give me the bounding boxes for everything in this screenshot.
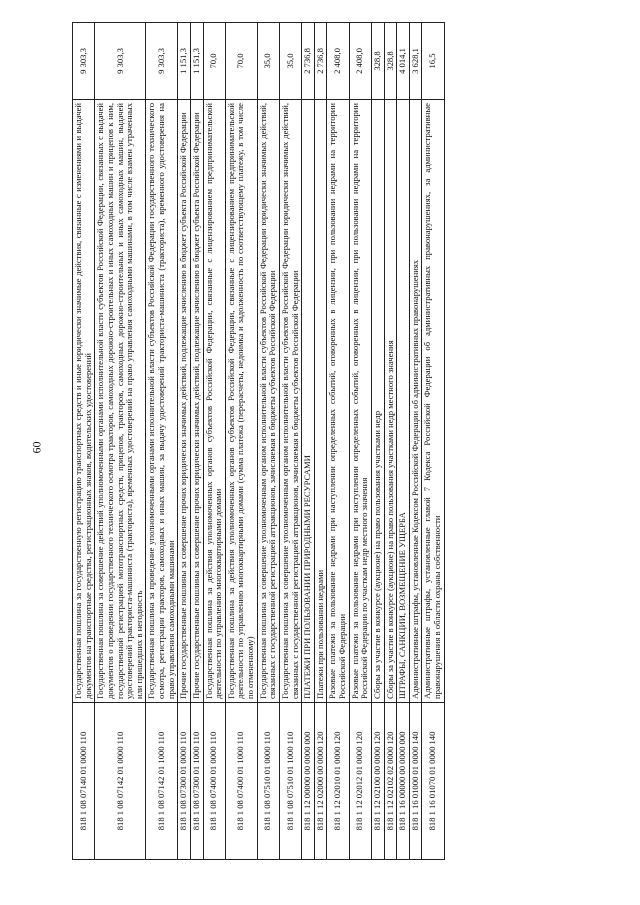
revenue-name-cell: ШТРАФЫ, САНКЦИИ, ВОЗМЕЩЕНИЕ УЩЕРБА — [397, 100, 410, 703]
amount-cell: 2 408,0 — [349, 23, 371, 100]
table-row — [203, 23, 225, 860]
revenue-name-cell: Государственная пошлина за действия уполномоченных органов субъектов Российской Федерации, связанные с лицензированием предпринимательской деятельности по управлению многоквартирными домами — [203, 100, 225, 703]
revenue-name-cell: Разовые платежи за пользование недрами при наступлении определенных событий, оговоренных в лицензии, при пользовании недрами на территории Российской Федерации — [327, 100, 349, 703]
revenue-name-cell: Прочие государственные пошлины за совершение прочих юридически значимых действий, подлежащие зачислению в бюджет субъекта Российской Федерации — [190, 100, 203, 703]
revenue-name-cell: Государственная пошлина за проведение уполномоченными органами исполнительной власти субъектов Российской Федерации государственного технического осмотра, регистрации тракторов, самоходных и иных машин, за выдачу удостоверений тракториста-машиниста (тракториста), временного удостоверения на право управления самоходными машинами — [146, 100, 178, 703]
budget-code-cell: 818 1 08 07510 01 1000 110 — [279, 703, 301, 860]
table-row — [349, 23, 371, 860]
table-row — [95, 23, 146, 860]
budget-code-cell: 818 1 12 02000 00 0000 120 — [314, 703, 327, 860]
revenue-name-cell: Прочие государственные пошлины за совершение прочих юридически значимых действий, подлежащие зачислению в бюджет субъекта Российской Федерации — [178, 100, 191, 703]
budget-code-cell: 818 1 16 00000 00 0000 000 — [397, 703, 410, 860]
table-row — [257, 23, 279, 860]
budget-code-cell: 818 1 08 07400 01 0000 110 — [203, 703, 225, 860]
amount-cell: 2 408,0 — [327, 23, 349, 100]
revenue-name-cell: Платежи при пользовании недрами — [314, 100, 327, 703]
budget-code-cell: 818 1 08 07510 01 0000 110 — [257, 703, 279, 860]
table-row — [190, 23, 203, 860]
budget-code-cell: 818 1 12 02102 02 0000 120 — [384, 703, 397, 860]
budget-code-cell: 818 1 12 02012 01 0000 120 — [349, 703, 371, 860]
amount-cell: 70,0 — [225, 23, 257, 100]
amount-cell: 9 303,3 — [95, 23, 146, 100]
table-row — [178, 23, 191, 860]
table-row — [371, 23, 384, 860]
revenue-name-cell: Государственная пошлина за действия уполномоченных органов субъектов Российской Федерации, связанные с лицензированием предпринимательской деятельности по управлению многоквартирными домами (сумма платежа (перерасчеты, недоимка и задолженность по соответствующему платежу, в том числе по отмененному) — [225, 100, 257, 703]
amount-cell: 70,0 — [203, 23, 225, 100]
revenue-name-cell: Административные штрафы, установленные главой 7 Кодекса Российской Федерации об административных правонарушениях, за административные правонарушения в области охраны собственности — [422, 100, 444, 703]
rotated-table-region — [72, 22, 605, 860]
budget-code-cell: 818 1 08 07300 01 0000 110 — [178, 703, 191, 860]
budget-code-cell: 818 1 12 00000 00 0000 000 — [302, 703, 315, 860]
revenue-name-cell: Сборы за участие в конкурсе (аукционе) на право пользования участками недр местного значения — [384, 100, 397, 703]
budget-code-cell: 818 1 08 07142 01 1000 110 — [146, 703, 178, 860]
budget-code-cell: 818 1 08 07400 01 1000 110 — [225, 703, 257, 860]
amount-cell: 9 303,3 — [73, 23, 95, 100]
amount-cell: 16,5 — [422, 23, 444, 100]
amount-cell: 1 151,3 — [178, 23, 191, 100]
amount-cell: 4 014,1 — [397, 23, 410, 100]
table-row — [146, 23, 178, 860]
table-row — [279, 23, 301, 860]
table-body — [73, 23, 445, 860]
rotated-content — [72, 22, 605, 860]
amount-cell: 3 628,1 — [409, 23, 422, 100]
budget-code-cell: 818 1 12 02100 00 0000 120 — [371, 703, 384, 860]
table-row — [397, 23, 410, 860]
amount-cell: 35,0 — [257, 23, 279, 100]
budget-code-cell: 818 1 08 07142 01 0000 110 — [95, 703, 146, 860]
amount-cell: 35,0 — [279, 23, 301, 100]
revenue-name-cell: Государственная пошлина за совершение действий уполномоченными органами исполнительной власти субъектов Российской Федерации, связанных с выдачей документов о проведении государственного технического осмотра тракторов, самоходных дорожно-строительных и иных самоходных машин и прицепов к ним, государственной регистрацией мототранспортных средств, прицепов, тракторов, самоходных дорожно-строительных и иных самоходных машин, выдачей удостоверений тракториста-машиниста (тракториста), временных удостоверений на право управления самоходными машинами, в том числе взамен утраченных или пришедших в негодность — [95, 100, 146, 703]
amount-cell: 328,8 — [371, 23, 384, 100]
revenue-table — [72, 22, 445, 860]
budget-code-cell: 818 1 08 07300 01 1000 110 — [190, 703, 203, 860]
budget-code-cell: 818 1 08 07140 01 0000 110 — [73, 703, 95, 860]
table-row — [225, 23, 257, 860]
revenue-name-cell: Государственная пошлина за совершение уполномоченным органом исполнительной власти субъектов Российской Федерации юридически значимых действий, связанных с государственной регистрацией аттракционов, зачисляемая в бюджеты субъектов Российской Федерации — [257, 100, 279, 703]
table-row — [314, 23, 327, 860]
budget-code-cell: 818 1 16 01000 01 0000 140 — [409, 703, 422, 860]
table-row — [409, 23, 422, 860]
amount-cell: 328,8 — [384, 23, 397, 100]
revenue-name-cell: Административные штрафы, установленные Кодексом Российской Федерации об административных правонарушениях — [409, 100, 422, 703]
revenue-name-cell: Государственная пошлина за совершение уполномоченным органом исполнительной власти субъектов Российской Федерации юридически значимых действий, связанных с государственной регистрацией аттракционов, зачисляемая в бюджеты субъектов Российской Федерации — [279, 100, 301, 703]
table-row — [327, 23, 349, 860]
revenue-name-cell: ПЛАТЕЖИ ПРИ ПОЛЬЗОВАНИИ ПРИРОДНЫМИ РЕСУРСАМИ — [302, 100, 315, 703]
table-row — [73, 23, 95, 860]
amount-cell: 9 303,3 — [146, 23, 178, 100]
table-row — [422, 23, 444, 860]
table-row — [384, 23, 397, 860]
amount-cell: 2 736,8 — [302, 23, 315, 100]
table-row — [302, 23, 315, 860]
revenue-name-cell: Разовые платежи за пользование недрами при наступлении определенных событий, оговоренных в лицензии, при пользовании недрами на территории Российской Федерации по участкам недр местного значения — [349, 100, 371, 703]
budget-code-cell: 818 1 16 01070 01 0000 140 — [422, 703, 444, 860]
amount-cell: 2 736,8 — [314, 23, 327, 100]
revenue-name-cell: Сборы за участие в конкурсе (аукционе) на право пользования участками недр — [371, 100, 384, 703]
page-number: 60 — [29, 441, 44, 454]
budget-code-cell: 818 1 12 02010 01 0000 120 — [327, 703, 349, 860]
amount-cell: 1 151,3 — [190, 23, 203, 100]
revenue-name-cell: Государственная пошлина за государственную регистрацию транспортных средств и иные юридически значимые действия, связанные с изменениями и выдачей документов на транспортные средства, регистрационных знаков, водительских удостоверений — [73, 100, 95, 703]
